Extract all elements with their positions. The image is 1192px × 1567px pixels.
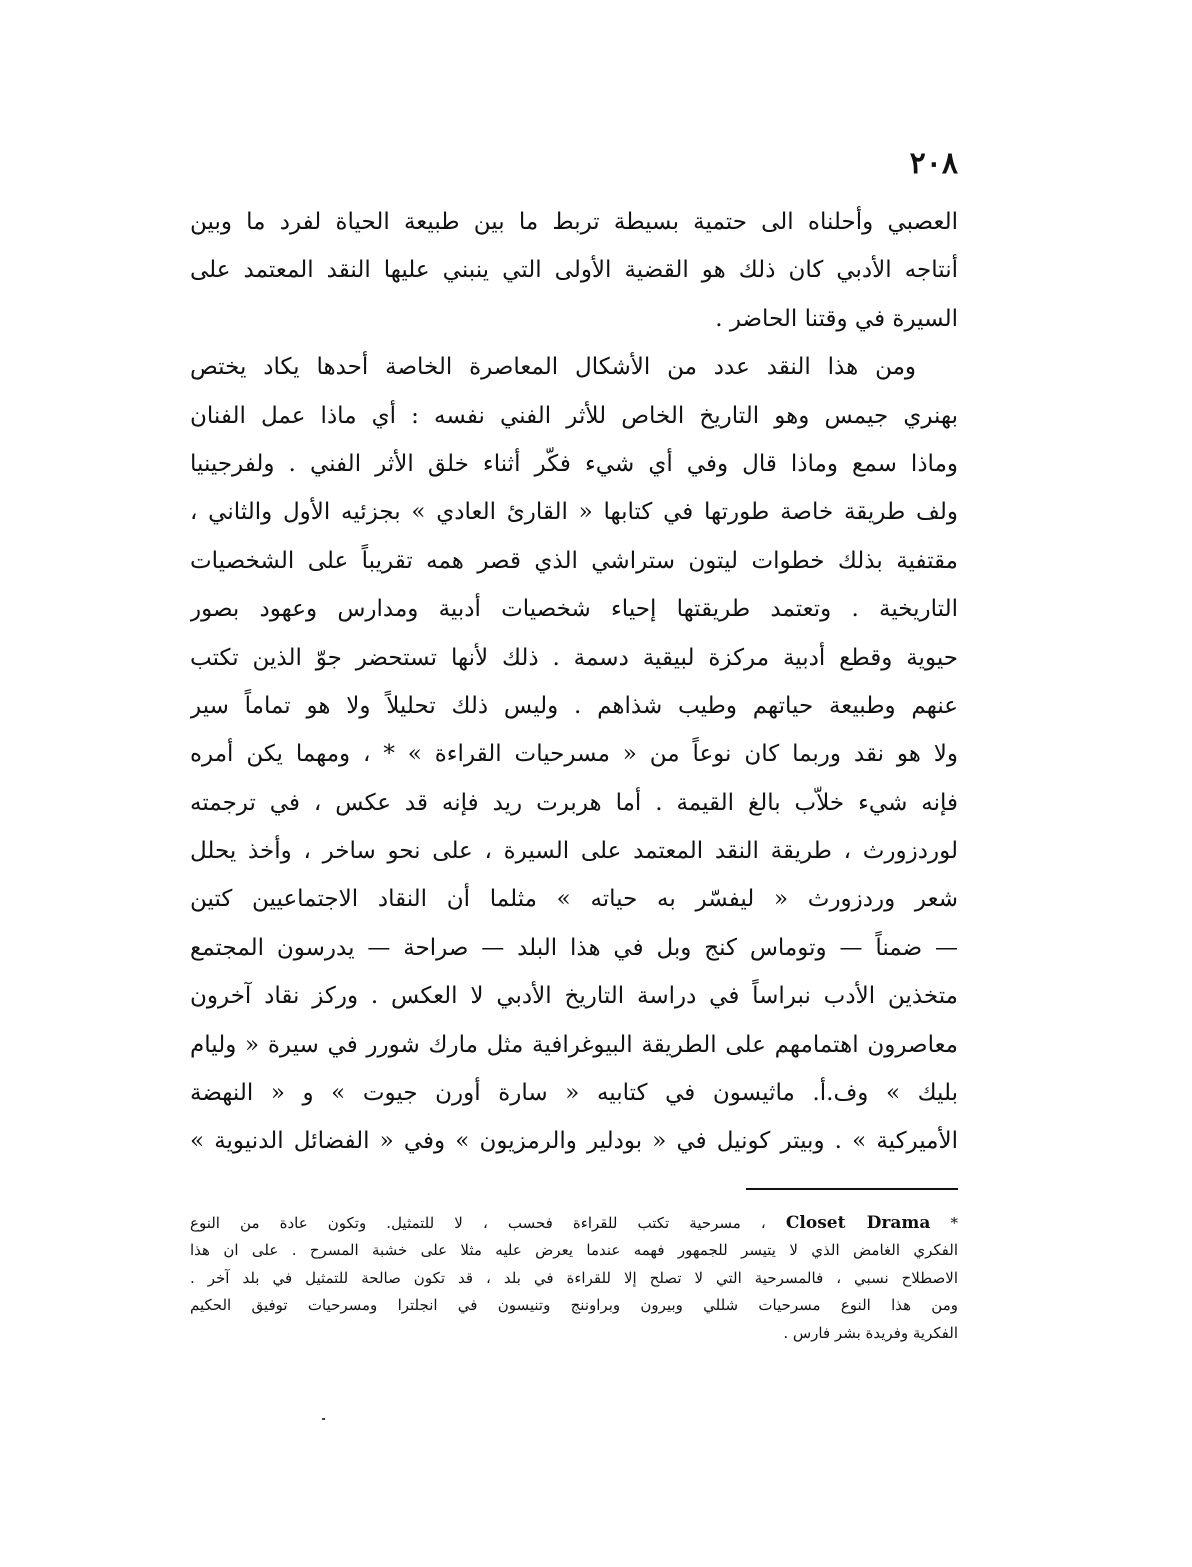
scan-speck [322, 1418, 325, 1420]
footnote-text: ، مسرحية تكتب للقراءة فحسب ، لا للتمثيل. وتكون عادة من النوع [190, 1214, 766, 1232]
text-line: وماذا سمع وماذا قال وفي أي شيء فكّر أثناء خلق الأثر الفني . ولفرجينيا [190, 450, 958, 477]
text-line: متخذين الأدب نبراساً في دراسة التاريخ الأدبي لا العكس . وركز نقاد آخرون [190, 983, 958, 1010]
paragraph-first-line: ومن هذا النقد عدد من الأشكال المعاصرة الخاصة أحدها يكاد يختص [190, 354, 916, 381]
text-line: بهنري جيمس وهو التاريخ الخاص للأثر الفني نفسه : أي ماذا عمل الفنان [190, 402, 958, 429]
text-line: لوردزورث ، طريقة النقد المعتمد على السيرة ، على نحو ساخر ، وأخذ يحلل [190, 838, 958, 865]
footnote-separator [746, 1188, 958, 1190]
footnote [190, 1210, 958, 1347]
footnote-first-line [190, 1210, 958, 1237]
footnote-line: الاصطلاح نسبي ، فالمسرحية التي لا تصلح إلا للقراءة في بلد ، قد تكون صالحة للتمثيل في بلد آخر . [190, 1268, 958, 1287]
text-line: عنهم وطبيعة حياتهم وطيب شذاهم . وليس ذلك تحليلاً ولا هو تماماً سير [190, 692, 958, 719]
footnote-marker: * [950, 1214, 958, 1232]
page-number: ٢٠٨ [909, 146, 958, 181]
text-line: معاصرون اهتمامهم على الطريقة البيوغرافية مثل مارك شورر في سيرة « وليام [190, 1031, 958, 1058]
text-line: ولف طريقة خاصة طورتها في كتابها « القارئ العادي » بجزئيه الأول والثاني ، [190, 499, 958, 526]
text-line: أنتاجه الأدبي كان ذلك هو القضية الأولى التي ينبني عليها النقد المعتمد على [190, 257, 958, 284]
footnote-line: ومن هذا النوع مسرحيات شللي وبيرون وبراوننج وتنيسون في انجلترا ومسرحيات توفيق الحكيم [190, 1296, 958, 1315]
text-line: شعر وردزورث « ليفسّر به حياته » مثلما أن النقاد الاجتماعيين كتين [190, 886, 958, 913]
text-line: — ضمناً — وتوماس كنج وبل في هذا البلد — صراحة — يدرسون المجتمع [190, 934, 958, 961]
text-line: ولا هو نقد وربما كان نوعاً من « مسرحيات القراءة » * ، ومهما يكن أمره [190, 741, 958, 768]
text-line: فإنه شيء خلاّب بالغ القيمة . أما هربرت ريد فإنه قد عكس ، في ترجمته [190, 789, 958, 816]
footnote-term: Closet Drama [785, 1213, 931, 1233]
footnote-line: الفكرية وفريدة بشر فارس . [783, 1323, 958, 1342]
text-line: العصبي وأحلناه الى حتمية بسيطة تربط ما بين طبيعة الحياة لفرد ما وبين [190, 209, 958, 235]
body-text [190, 198, 958, 1166]
text-line: السيرة في وقتنا الحاضر . [715, 305, 958, 332]
text-line: مقتفية بذلك خطوات ليتون ستراشي الذي قصر همه تقريباً على الشخصيات [190, 547, 958, 574]
text-line: الأميركية » . وبيتر كونيل في « بودلير والرمزيون » وفي « الفضائل الدنيوية » [190, 1128, 958, 1155]
text-line: التاريخية . وتعتمد طريقتها إحياء شخصيات أدبية ومدارس وعهود بصور [190, 596, 958, 623]
text-line: حيوية وقطع أدبية مركزة لبيقية دسمة . ذلك لأنها تستحضر جوّ الذين تكتب [190, 644, 958, 671]
text-line: بليك » وف.أ. ماثيسون في كتابيه « سارة أورن جيوت » و « النهضة [190, 1080, 958, 1107]
footnote-line: الفكري الغامض الذي لا يتيسر للجمهور فهمه عندما يعرض عليه مثلا على خشبة المسرح . على ان هذا [190, 1241, 958, 1260]
